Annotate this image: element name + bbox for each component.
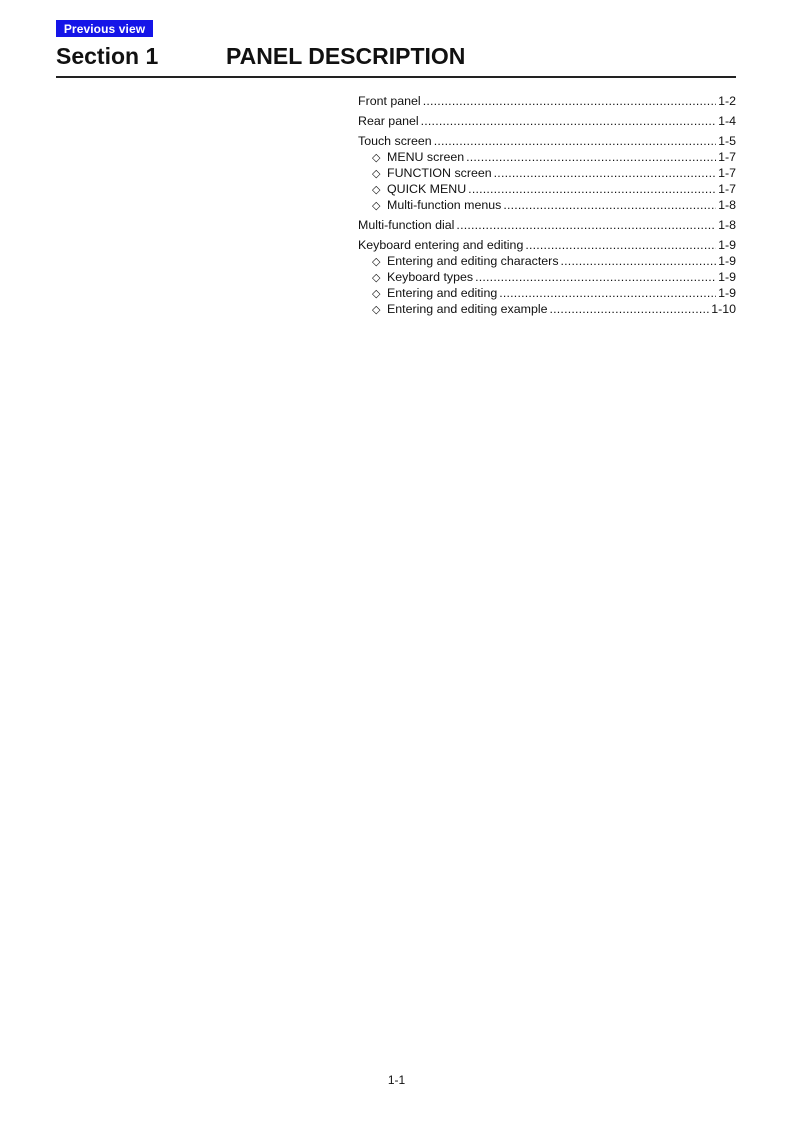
diamond-icon: ◇ (372, 304, 381, 316)
previous-view-button[interactable]: Previous view (56, 20, 153, 37)
toc-label: Entering and editing characters (387, 254, 559, 268)
toc-page: 1-7 (718, 166, 736, 180)
toc-label: MENU screen (387, 150, 465, 164)
toc-entry-entering-editing-example[interactable] (358, 301, 736, 317)
toc-page: 1-9 (718, 238, 736, 252)
section-number: Section 1 (56, 43, 159, 69)
page-number: 1-1 (387, 1073, 406, 1087)
toc-entry-menu-screen[interactable] (358, 149, 736, 165)
toc-entry-front-panel[interactable] (358, 93, 736, 109)
toc-label: Entering and editing example (387, 302, 548, 316)
toc-entry-keyboard-entering[interactable] (358, 237, 736, 253)
toc-entry-entering-editing[interactable] (358, 285, 736, 301)
diamond-icon: ◇ (372, 272, 381, 284)
toc-leader (475, 269, 716, 285)
diamond-icon: ◇ (372, 288, 381, 300)
diamond-icon: ◇ (372, 184, 381, 196)
diamond-icon: ◇ (372, 168, 381, 180)
toc-page: 1-4 (718, 114, 736, 128)
toc-label: Entering and editing (387, 286, 498, 300)
toc-leader (494, 165, 716, 181)
toc-entry-rear-panel[interactable] (358, 113, 736, 129)
diamond-icon: ◇ (372, 256, 381, 268)
toc-page: 1-7 (718, 182, 736, 196)
diamond-icon: ◇ (372, 200, 381, 212)
toc-leader (421, 113, 716, 129)
toc-label: Keyboard types (387, 270, 474, 284)
toc-leader (466, 149, 716, 165)
toc-label: Multi-function menus (387, 198, 502, 212)
toc-leader (456, 217, 716, 233)
toc-entry-touch-screen[interactable] (358, 133, 736, 149)
toc-label: Rear panel (358, 114, 419, 128)
toc-label: FUNCTION screen (387, 166, 492, 180)
toc-page: 1-9 (718, 286, 736, 300)
toc-label: Multi-function dial (358, 218, 455, 232)
toc-page: 1-7 (718, 150, 736, 164)
toc-page: 1-2 (718, 94, 736, 108)
toc-page: 1-8 (718, 198, 736, 212)
toc-leader (434, 133, 716, 149)
toc-leader (423, 93, 716, 109)
toc-page: 1-9 (718, 254, 736, 268)
toc-leader (499, 285, 716, 301)
toc-label: Touch screen (358, 134, 432, 148)
toc-page: 1-9 (718, 270, 736, 284)
toc-entry-entering-editing-characters[interactable] (358, 253, 736, 269)
section-title: PANEL DESCRIPTION (226, 43, 466, 69)
toc-entry-quick-menu[interactable] (358, 181, 736, 197)
toc-page: 1-8 (718, 218, 736, 232)
toc-label: Keyboard entering and editing (358, 238, 524, 252)
toc-entry-keyboard-types[interactable] (358, 269, 736, 285)
toc-leader (561, 253, 717, 269)
diamond-icon: ◇ (372, 152, 381, 164)
toc-leader (525, 237, 716, 253)
toc-leader (550, 301, 710, 317)
table-of-contents (358, 93, 736, 317)
section-header (56, 42, 736, 78)
toc-entry-multi-function-menus[interactable] (358, 197, 736, 213)
toc-label: Front panel (358, 94, 421, 108)
toc-label: QUICK MENU (387, 182, 467, 196)
toc-entry-function-screen[interactable] (358, 165, 736, 181)
toc-leader (468, 181, 716, 197)
toc-page: 1-5 (718, 134, 736, 148)
toc-entry-multi-function-dial[interactable] (358, 217, 736, 233)
toc-leader (503, 197, 716, 213)
toc-page: 1-10 (711, 302, 736, 316)
